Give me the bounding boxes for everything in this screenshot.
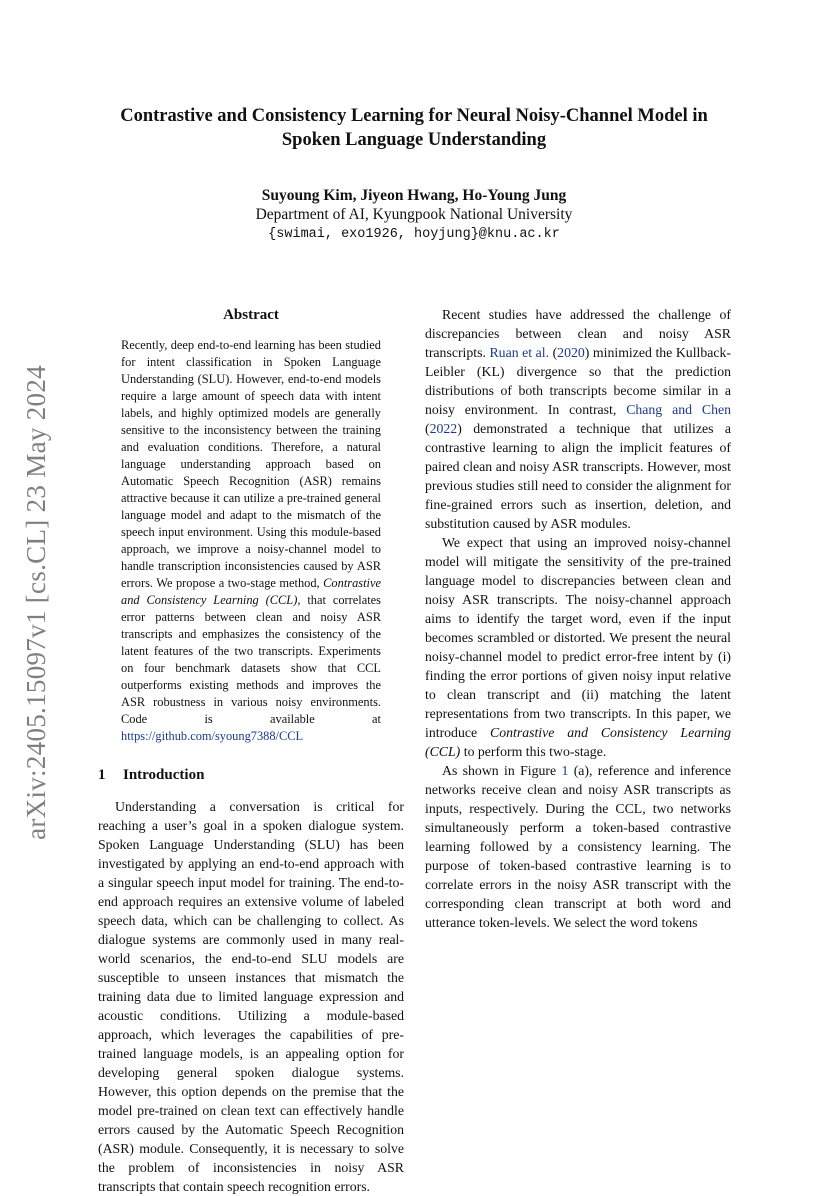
affiliation: Department of AI, Kyungpook National University (255, 206, 573, 223)
section-number: 1 (98, 767, 106, 783)
p2-text-c: ) minimized the Kullback-Leibler (KL) divergence so that the prediction distributions of both transcripts become similar in a noisy environment. In contrast, (425, 345, 731, 417)
intro-paragraph-1-text: Understanding a conversation is critical for reaching a user’s goal in a spoken dialogue system. Spoken Language Understanding (SLU) has been investigated by applying an end-to-end approach with a singular speech input model for training. The end-to-end approach requires an extensive volume of labeled speech data, which can be challenging to collect. As dialogue systems are commonly used in many real-world scenarios, the end-to-end SLU models are susceptible to unseen instances that mismatch the training data due to limited language expression and acoustic conditions. Utilizing a module-based approach, which leverages the capabilities of pre-trained language models, is an appealing option for developing general spoken dialogue systems. However, this option depends on the premise that the model pre-trained on clean text can effectively handle errors caused by the Automatic Speech Recognition (ASR) module. Consequently, it is necessary to solve the problem of inconsistencies in noisy ASR transcripts that contain speech recognition errors. (98, 799, 404, 1194)
abstract-text-2: , that correlates error patterns between clean and noisy ASR transcripts and emphasizes the consistency of the latent features of the two transcripts. Experiments on four benchmark datasets show that CCL outperforms existing methods and improves the ASR robustness in various noisy environments. Code is available at (121, 593, 381, 726)
arxiv-stamp-text: arXiv:2405.15097v1 [cs.CL] 23 May 2024 (20, 365, 51, 840)
section-title: Introduction (123, 767, 205, 783)
citation-chang-chen[interactable]: Chang and Chen (626, 402, 731, 417)
intro-paragraph-3 (425, 533, 731, 761)
citation-ruan-year[interactable]: 2020 (557, 345, 585, 360)
citation-ruan[interactable]: Ruan et al. (489, 345, 550, 360)
abstract-heading: Abstract (223, 307, 279, 323)
p4-text-a: As shown in Figure (442, 763, 562, 778)
abstract-method-name: Contrastive and Consistency Learning (CCL) (121, 576, 381, 607)
abstract-text-1: Recently, deep end-to-end learning has been studied for intent classification in Spoken Language Understanding (SLU). However, end-to-end models require a large amount of speech data with intent labels, and highly optimized models are generally sensitive to the inconsistency between the training and evaluation conditions. Therefore, a natural language understanding approach based on Automatic Speech Recognition (ASR) remains attractive because it can utilize a pre-trained general language model and adapt to the mismatch of the speech input environment. Using this module-based approach, we improve a noisy-channel model to handle transcription inconsistencies caused by ASR errors. We propose a two-stage method, (121, 338, 381, 590)
p3-text-b: to perform this two-stage. (460, 744, 607, 759)
figure-1-reference[interactable]: 1 (561, 763, 569, 778)
p2-text-a: Recent studies have addressed the challenge of discrepancies between clean and noisy ASR transcripts. (425, 307, 731, 360)
p3-text-a: We expect that using an improved noisy-channel model will mitigate the sensitivity of the pre-trained language model to discrepancies between clean and noisy ASR transcripts. The noisy-channel approach aims to identify the target word, even if the input becomes scrambled or distorted. We present the neural noisy-channel model to predict error-free intent by (i) finding the error portions of given noisy input relative to clean transcript and (ii) matching the latent representations from two transcripts. In this paper, we introduce (425, 535, 731, 740)
paper-title: Contrastive and Consistency Learning for Neural Noisy-Channel Model in Spoken Language Understanding (120, 106, 708, 150)
author-list: Suyoung Kim, Jiyeon Hwang, Ho-Young Jung (261, 187, 567, 204)
intro-right-column (425, 305, 731, 1095)
p4-text-b: (a), reference and inference networks receive clean and noisy ASR transcripts as inputs, respectively. During the CCL, two networks simultaneously perform a token-based contrastive learning followed by a consistency learning. The purpose of token-based contrastive learning is to correlate errors in the noisy ASR transcript with the corresponding clean transcript at both word and utterance token-levels. We select the word tokens (425, 763, 731, 930)
p2-text-d: ( (425, 421, 430, 436)
intro-paragraph-1 (98, 797, 404, 1196)
intro-paragraph-4 (425, 761, 731, 932)
section-heading-introduction (98, 767, 404, 784)
p2-text-b: ( (549, 345, 558, 360)
method-name: Contrastive and Consistency Learning (CCL) (425, 725, 731, 759)
intro-left-column (98, 797, 404, 1194)
code-link[interactable]: https://github.com/syoung7388/CCL (121, 729, 304, 743)
citation-chang-chen-year[interactable]: 2022 (429, 421, 458, 436)
author-emails: {swimai, exo1926, hoyjung}@knu.ac.kr (268, 227, 560, 242)
abstract-body (121, 337, 381, 745)
p2-text-e: ) demonstrated a technique that utilizes a contrastive learning to align the implicit features of paired clean and noisy ASR transcripts. However, most previous studies still need to consider the alignment for fine-grained errors such as insertion, deletion, and substitution caused by ASR modules. (425, 421, 731, 531)
arxiv-identifier-stamp (20, 355, 52, 850)
intro-paragraph-2 (425, 305, 731, 533)
